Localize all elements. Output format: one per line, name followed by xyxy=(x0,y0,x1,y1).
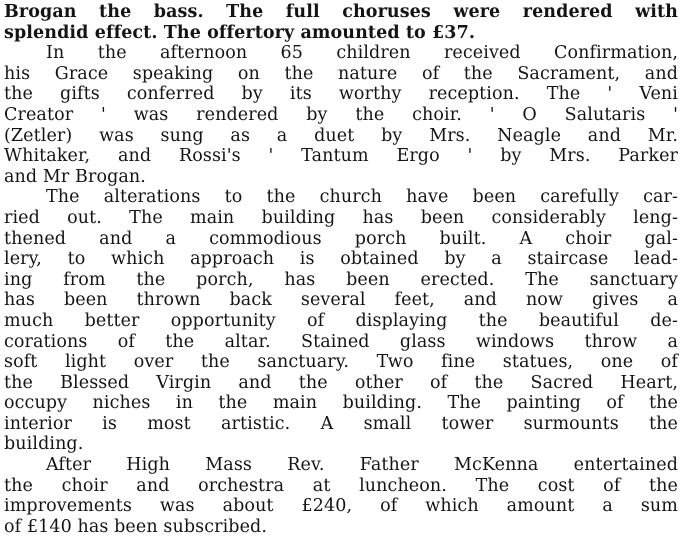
text-line: splendid effect. The offertory amounted to £37. xyxy=(4,22,476,43)
text-line: his Grace speaking on the nature of the Sacrament, and xyxy=(4,63,678,84)
text-line: ried out. The main building has been considerably leng- xyxy=(4,207,678,228)
text-line: (Zetler) was sung as a duet by Mrs. Neagle and Mr. xyxy=(4,125,678,146)
text-line: improvements was about £240, of which amount a sum xyxy=(4,496,678,517)
text-line: building. xyxy=(4,434,84,455)
text-line: the choir and orchestra at luncheon. The cost of the xyxy=(4,475,678,496)
paragraph-alterations xyxy=(4,187,678,455)
text-line: thened and a commodious porch built. A choir gal- xyxy=(4,228,678,249)
paragraph-confirmation xyxy=(4,43,678,187)
text-line: The alterations to the church have been carefully car- xyxy=(46,187,678,208)
text-line: interior is most artistic. A small tower surmounts the xyxy=(4,413,678,434)
text-line: After High Mass Rev. Father McKenna entertained xyxy=(46,455,678,476)
text-line: Whitaker, and Rossi's ' Tantum Ergo ' by Mrs. Parker xyxy=(4,146,678,167)
text-line: the gifts conferred by its worthy reception. The ' Veni xyxy=(4,84,678,105)
text-line: soft light over the sanctuary. Two fine statues, one of xyxy=(4,352,678,373)
paragraph-choruses xyxy=(4,2,678,43)
text-line: ing from the porch, has been erected. The sanctuary xyxy=(4,269,678,290)
text-line: occupy niches in the main building. The painting of the xyxy=(4,393,678,414)
text-line: and Mr Brogan. xyxy=(4,166,146,187)
text-line: of £140 has been subscribed. xyxy=(4,516,267,537)
text-line: the Blessed Virgin and the other of the Sacred Heart, xyxy=(4,372,678,393)
text-line: Brogan the bass. The full choruses were rendered with xyxy=(4,2,678,22)
text-line: Creator ' was rendered by the choir. ' O Salutaris ' xyxy=(4,104,678,125)
text-line: much better opportunity of displaying the beautiful de- xyxy=(4,310,678,331)
text-line: corations of the altar. Stained glass windows throw a xyxy=(4,331,678,352)
text-line: has been thrown back several feet, and now gives a xyxy=(4,290,678,311)
text-line: lery, to which approach is obtained by a staircase lead- xyxy=(4,249,678,270)
text-line: In the afternoon 65 children received Confirmation, xyxy=(46,43,678,64)
